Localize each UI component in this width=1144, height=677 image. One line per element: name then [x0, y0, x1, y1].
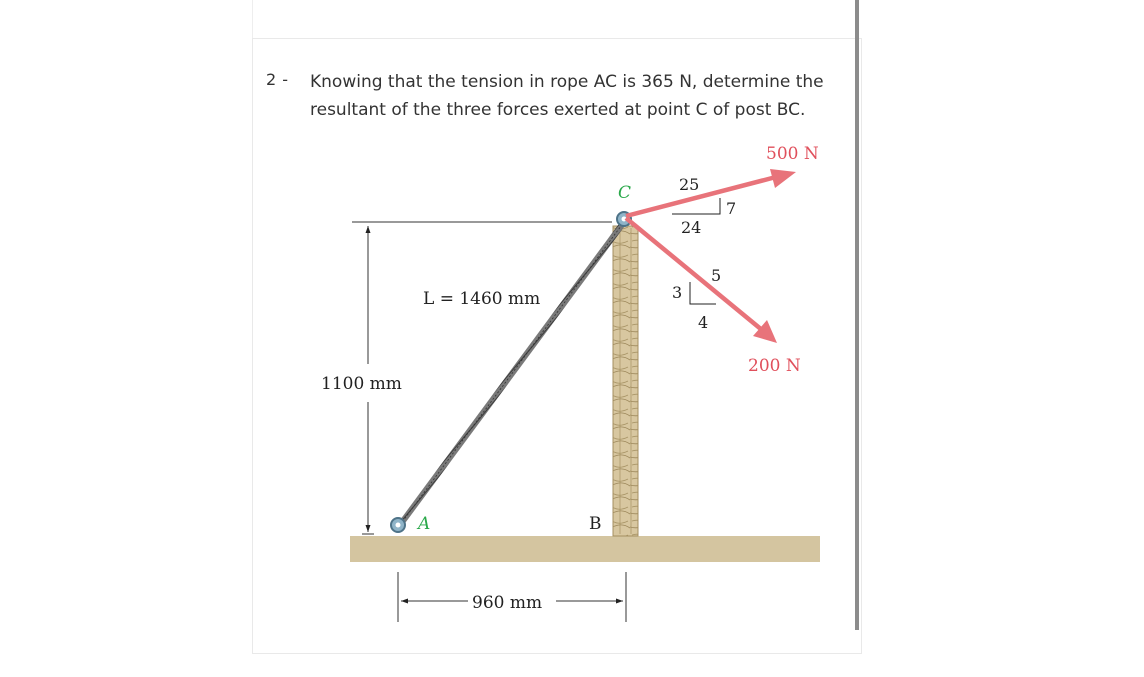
label-slope-24: 24 [681, 218, 702, 237]
post-bc [613, 226, 638, 536]
label-point-c: C [618, 183, 632, 203]
ground [350, 536, 820, 562]
label-slope-25: 25 [679, 175, 700, 194]
label-force-200: 200 N [748, 356, 801, 376]
label-width: 960 mm [472, 593, 543, 613]
anchor-a-hole [396, 523, 401, 528]
label-rope-length: L = 1460 mm [423, 289, 541, 309]
question-number: 2 - [266, 70, 289, 89]
question-text: Knowing that the tension in rope AC is 365 N, determine the resultant of the three forces exerted at point C of post BC. [310, 72, 824, 120]
label-slope-7: 7 [726, 199, 737, 218]
label-force-500: 500 N [766, 144, 819, 164]
label-slope-3: 3 [672, 283, 683, 302]
label-point-a: A [418, 514, 431, 534]
label-point-b: B [589, 514, 602, 534]
label-slope-5: 5 [711, 266, 722, 285]
label-slope-4: 4 [698, 313, 709, 332]
label-height: 1100 mm [321, 374, 402, 394]
